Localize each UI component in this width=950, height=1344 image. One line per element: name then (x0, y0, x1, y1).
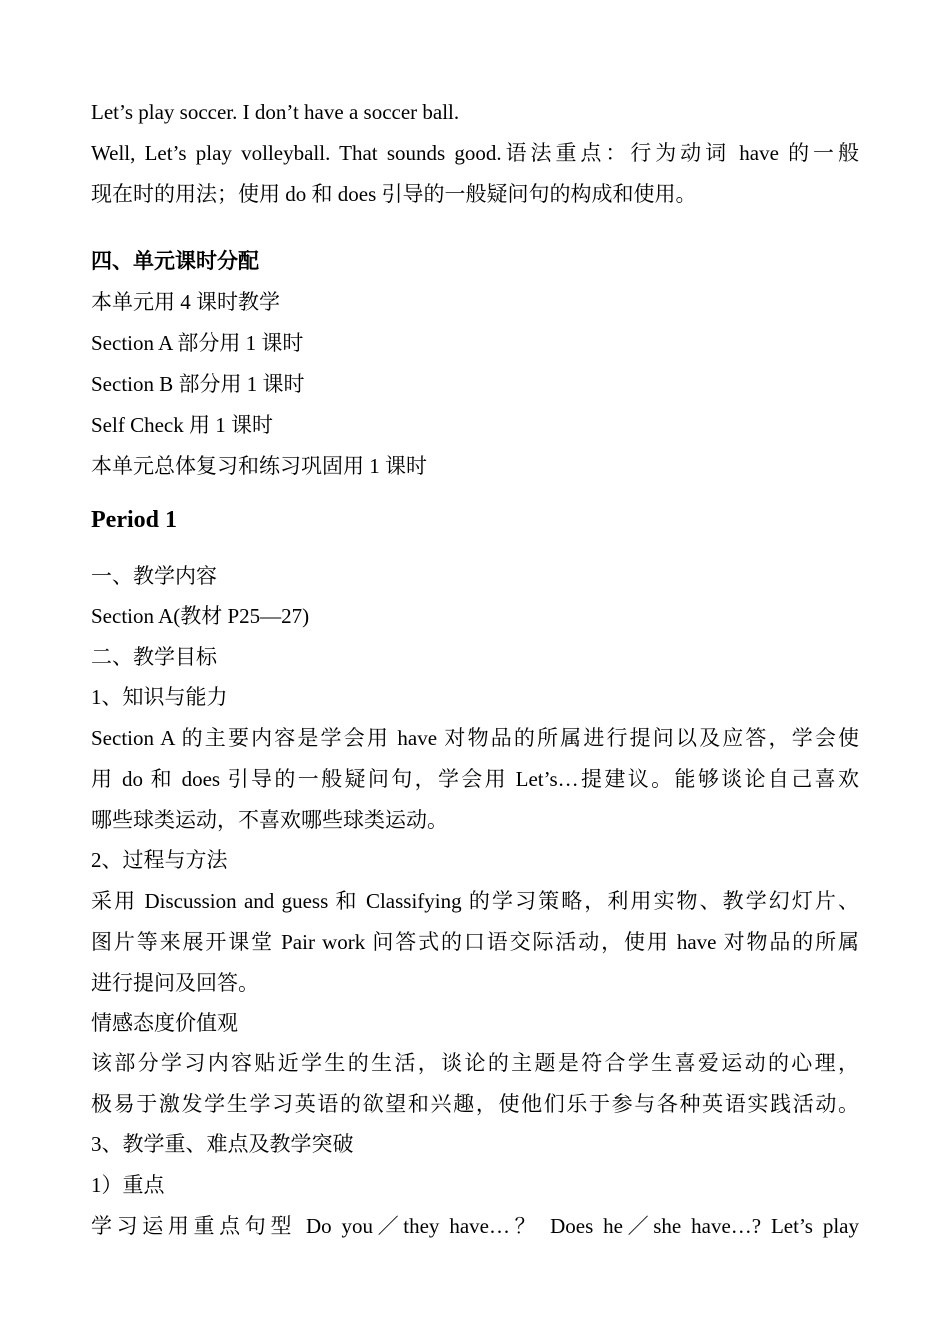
section-heading: 四、单元课时分配 (91, 249, 259, 273)
text-line: Section A 部分用 1 课时 (91, 331, 304, 355)
text-line: Section A(教材 P25—27) (91, 604, 310, 628)
text-line: 学习运用重点句型 Do you／they have…？ Does he／she have…? Let’s play (91, 1214, 859, 1238)
text-line: Section A 的主要内容是学会用 have 对物品的所属进行提问以及应答，学会使 (91, 726, 859, 750)
text-line: 极易于激发学生学习英语的欲望和兴趣，使他们乐于参与各种英语实践活动。 (91, 1092, 859, 1116)
text-line: 进行提问及回答。 (91, 971, 259, 995)
text-line: Self Check 用 1 课时 (91, 413, 273, 437)
text-line: 1、知识与能力 (91, 685, 228, 709)
text-line: 哪些球类运动，不喜欢哪些球类运动。 (91, 808, 448, 832)
text-line: 图片等来展开课堂 Pair work 问答式的口语交际活动，使用 have 对物品的所属 (91, 930, 859, 954)
text-line: Let’s play soccer. I don’t have a soccer ball. (91, 100, 460, 124)
text-line: 一、教学内容 (91, 564, 217, 588)
text-line: 1）重点 (91, 1173, 165, 1197)
text-line: 二、教学目标 (91, 645, 217, 669)
text-line: Well, Let’s play volleyball. That sounds good.语法重点：行为动词 have 的一般 (91, 141, 859, 165)
text-line: 用 do 和 does 引导的一般疑问句，学会用 Let’s…提建议。能够谈论自己喜欢 (91, 767, 859, 791)
period-heading: Period 1 (91, 507, 177, 533)
text-line: 本单元用 4 课时教学 (91, 290, 280, 314)
text-line: 3、教学重、难点及教学突破 (91, 1132, 354, 1156)
text-line: 该部分学习内容贴近学生的生活，谈论的主题是符合学生喜爱运动的心理， (91, 1051, 859, 1075)
text-line: 2、过程与方法 (91, 848, 228, 872)
text-line: 情感态度价值观 (91, 1011, 238, 1035)
text-line: 本单元总体复习和练习巩固用 1 课时 (91, 454, 427, 478)
text-line: Section B 部分用 1 课时 (91, 372, 305, 396)
text-line: 采用 Discussion and guess 和 Classifying 的学习策略，利用实物、教学幻灯片、 (91, 889, 859, 913)
text-line: 现在时的用法；使用 do 和 does 引导的一般疑问句的构成和使用。 (91, 182, 697, 206)
